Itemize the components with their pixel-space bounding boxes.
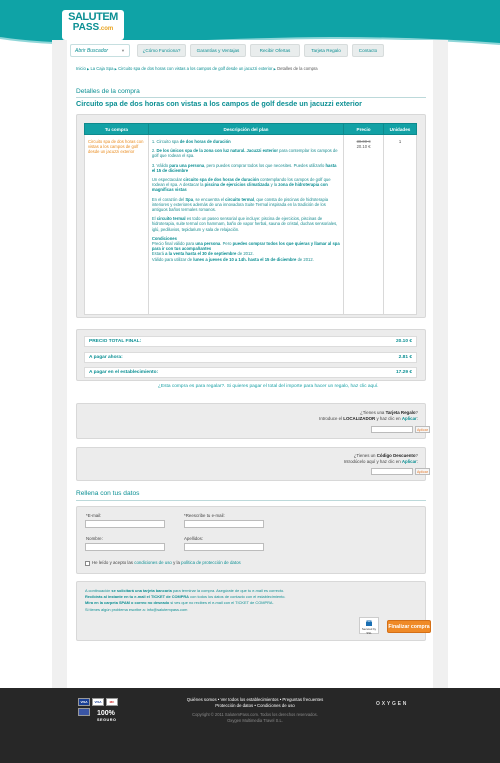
desc-bold: zona de hidroterapia con magníficas vistas <box>151 182 328 193</box>
secure-badge <box>97 710 116 724</box>
gift-card-text: ¿Tienes una Tarjeta Regalo? Introduce el LOCALIZADOR y haz clic en Aplicar: <box>319 410 418 421</box>
discount-q: ¿Tienes un <box>353 453 376 458</box>
pay-now-label: A pagar ahora: <box>89 355 123 360</box>
gift-link[interactable]: ¿Esta compra es para regalar?. Si quieres pagar el total del importe para hacer un regalo, haz clic aquí. <box>158 384 379 389</box>
privacy-link[interactable]: política de protección de datos <box>181 560 241 565</box>
plan-title: Circuito spa de dos horas con vistas a los campos de golf desde un jacuzzi exterior <box>76 99 362 108</box>
conditions-heading: Condiciones <box>151 235 177 241</box>
desc-bold: a la venta hasta el 30 de septiembre <box>165 251 237 257</box>
plan-table <box>84 123 417 315</box>
email-field[interactable] <box>85 520 165 528</box>
section-title: Detalles de la compra <box>76 88 140 95</box>
desc-text: , que consta de piscinas de hidroterapia interiores y exteriores además de una innovadora Suite Termal inspirada en la tradición de los antiguos baños termales romanos. <box>151 196 329 213</box>
pay-later-value: 17.29 € <box>395 370 412 375</box>
footer-copy-2: Oxygen Multimedia Travel S.L. <box>227 717 283 723</box>
desc-bold: Spa <box>185 196 194 202</box>
info-bold: Recibirás al instante en tu e-mail el TICKET de COMPRA <box>85 594 189 600</box>
logo-pass: PASS <box>72 22 100 33</box>
desc-text: y la <box>270 182 278 188</box>
breadcrumb-category[interactable]: La Caja Spa <box>90 66 114 71</box>
desc-p1 <box>152 139 340 144</box>
footer-links[interactable] <box>140 697 370 709</box>
desc-text: es todo un paseo sensorial que incluye: piscina de ejercicios, piscinas de hidroterapia, suite termal con hammam, baño de vapor herbal, sauna de cristal, duchas sensoriales, iglú, pediluvios, tepidarium y sala de relajación. <box>151 216 338 232</box>
gift-card-q: ¿Tienes una <box>360 410 385 415</box>
discount-text: ¿Tienes un Código Descuento? Introdúcelo aquí y haz clic en Aplicar: <box>343 453 418 464</box>
purchase-cell: Circuito spa de dos horas con vistas a los campos de golf desde un jacuzzi exterior <box>85 135 149 315</box>
price-old: 30.00 € <box>356 139 371 144</box>
mastercard-icon: MC <box>106 698 118 706</box>
total-value: 20.10 € <box>395 339 412 344</box>
visa-card-icon: VISA <box>78 698 90 706</box>
desc-bold: para una persona <box>169 162 205 168</box>
desc-bold: piscina de ejercicios climatizada <box>204 182 270 188</box>
desc-bold: de dos horas de duración <box>179 139 231 144</box>
desc-text: de 2012. <box>297 256 314 262</box>
page-shadow-right <box>433 40 448 688</box>
desc-text: contemplando los campos de golf que rodean el spa. A destacar la <box>151 177 331 188</box>
ssl-badge <box>359 617 379 634</box>
nav-contacto[interactable]: Contacto <box>352 44 384 57</box>
desc-text: El <box>151 216 156 222</box>
desc-p4 <box>152 177 340 193</box>
info-bold: se solicitará una tarjeta bancaria <box>111 588 172 593</box>
footer-links-1[interactable]: Quiénes somos • Ver todos los establecimientos • Preguntas frecuentes <box>186 697 324 702</box>
email-confirm-label: *Reescribe tu e-mail: <box>184 513 225 518</box>
desc-text: Un espectacular <box>151 177 183 183</box>
desc-text: Estará <box>151 251 164 257</box>
gift-card-apply-button[interactable]: Aplicar <box>417 428 428 432</box>
discount-q-bold: Código Descuento <box>376 453 416 458</box>
divider <box>76 500 426 501</box>
desc-bold: circuito spa de dos horas de duración <box>183 177 259 183</box>
search-toggle-label: Abrir Buscador <box>75 48 109 54</box>
finish-purchase-button[interactable]: Finalizar compra <box>387 620 431 633</box>
col-header-tu-compra: Tu compra <box>85 124 149 135</box>
footer-copyright <box>140 712 370 723</box>
footer-copy-1: Copyright © 2011 SalutemPass.com. Todos los derechos reservados. <box>192 712 318 717</box>
site-logo[interactable] <box>62 10 124 40</box>
ssl-badge-label: Secured by SSL <box>361 627 377 635</box>
footer-links-2[interactable]: Protección de datos • Condiciones de uso <box>215 702 295 708</box>
email-label: *E-mail: <box>86 513 102 518</box>
discount-i: Introdúcelo aquí y haz clic en <box>343 459 401 464</box>
surname-field[interactable] <box>184 543 264 551</box>
name-field[interactable] <box>85 543 165 551</box>
email-confirm-field[interactable] <box>184 520 264 528</box>
secure-pct: 100% <box>97 710 115 717</box>
desc-bold: una persona <box>195 241 221 247</box>
divider <box>76 97 426 98</box>
desc-p2 <box>152 148 340 158</box>
logo-suffix: .com <box>99 26 114 32</box>
desc-text: , se encuentra el <box>193 196 224 202</box>
desc-text: para contemplar los campos de golf que rodean el spa. <box>151 148 338 159</box>
surname-label: Apellidos: <box>184 536 204 541</box>
desc-p3 <box>152 163 340 173</box>
description-cell <box>148 135 343 315</box>
desc-text: . Pero <box>220 241 232 247</box>
gift-card-i-bold: LOCALIZADOR <box>343 416 376 421</box>
col-header-precio: Precio <box>344 124 384 135</box>
breadcrumb-sep: ▶ <box>273 67 276 71</box>
terms-text <box>92 560 241 565</box>
breadcrumb-current: Detalles de la compra <box>277 66 318 71</box>
desc-p6 <box>152 216 340 232</box>
price-new: 20.10 € <box>356 144 371 150</box>
info-text: con todos los datos de contacto con el establecimiento. <box>190 594 286 600</box>
oxygen-logo[interactable]: OXYGEN <box>376 701 409 707</box>
desc-bold: circuito termal <box>156 216 186 222</box>
col-header-descripcion: Descripción del plan <box>148 124 343 135</box>
breadcrumb-sep: ▶ <box>114 67 117 71</box>
col-header-unidades: Unidades <box>384 124 417 135</box>
nav-recibir-ofertas[interactable]: Recibir Ofertas <box>250 44 300 57</box>
pay-now-value: 2.81 € <box>398 355 412 360</box>
gift-card-q-bold: Tarjeta Regalo <box>385 410 416 415</box>
lock-icon <box>362 620 376 626</box>
breadcrumb-sep: ▶ <box>86 67 90 71</box>
discount-i-apply: Aplicar <box>401 459 417 464</box>
desc-bold: hasta el 15 de diciembre <box>151 162 337 173</box>
price-cell <box>344 135 384 315</box>
gift-card-i2: y haz clic en <box>376 416 401 421</box>
desc-text: , pero puedes comprar todos los que necesites. Puedes utilizarlo <box>204 162 325 168</box>
logo-line2 <box>62 23 124 34</box>
desc-bold: Jacuzzi exterior <box>246 148 278 154</box>
chevron-down-icon: ▼ <box>121 48 125 53</box>
desc-bold: De los únicos spa de la zona con luz natural. <box>156 148 246 154</box>
terms-text-c: y la <box>173 560 180 565</box>
page-shadow-left <box>52 40 67 688</box>
desc-text: de 2012. <box>237 251 254 257</box>
discount-apply-button[interactable]: Aplicar <box>417 470 428 474</box>
total-label: PRECIO TOTAL FINAL: <box>89 339 142 344</box>
desc-text: 2. <box>151 148 156 154</box>
info-text: si ves que no recibes el e-mail con el TICKET de COMPRA. <box>170 600 274 606</box>
units-cell: 1 <box>384 135 417 315</box>
info-text: para terminar la compra. Asegúrate de que tu e-mail es correcto. <box>172 588 285 593</box>
card-icon <box>78 708 90 716</box>
form-title: Rellena con tus datos <box>76 490 140 497</box>
secure-label: SEGURO <box>97 718 117 722</box>
breadcrumb-home[interactable]: Inicio <box>76 66 86 71</box>
nav-tarjeta-regalo[interactable]: Tarjeta Regalo <box>304 44 348 57</box>
checkout-info <box>85 588 355 613</box>
logo-line1: SALUTEM <box>68 11 118 23</box>
desc-text: 3. Válido <box>151 162 169 168</box>
nav-garantias[interactable]: Garantías y Ventajas <box>190 44 246 57</box>
terms-checkbox[interactable] <box>85 561 90 566</box>
breadcrumb-plan[interactable]: Circuito spa de dos horas con vistas a los campos de golf desde un jacuzzi exterior <box>118 66 273 71</box>
search-toggle-button[interactable] <box>70 44 130 57</box>
desc-text: Precio final válido para <box>151 241 195 247</box>
desc-text: En el corazón del <box>151 196 185 202</box>
info-text: A continuación <box>85 588 111 593</box>
desc-bold: puedes comprar todos los que quieras y llamar al spa para ir con tus acompañantes <box>151 241 340 252</box>
support-email[interactable]: Si tienes algún problema escribe a: info@salutempass.com <box>85 606 188 612</box>
name-label: Nombre: <box>86 536 103 541</box>
discount-input[interactable] <box>371 468 413 475</box>
visa-electron-icon: VISA <box>92 698 104 706</box>
gift-card-i: Introduce el <box>319 416 343 421</box>
pay-later-label: A pagar en el establecimiento: <box>89 370 159 375</box>
breadcrumb <box>76 66 426 71</box>
nav-como-funciona[interactable]: ¿Cómo Funciona? <box>137 44 186 57</box>
desc-text: Válido para utilizar de <box>151 256 193 262</box>
total-row <box>84 336 417 347</box>
gift-card-input[interactable] <box>371 426 413 433</box>
pay-later-row <box>84 367 417 378</box>
desc-bold: circuito termal <box>225 196 255 202</box>
terms-text-a: He leído y acepto las <box>92 560 134 565</box>
desc-conditions <box>152 236 340 262</box>
terms-link[interactable]: condiciones de uso <box>134 560 172 565</box>
pay-now-row <box>84 352 417 363</box>
gift-card-i-apply: Aplicar <box>401 416 417 421</box>
desc-p5 <box>152 197 340 213</box>
desc-text: 1. Circuito spa <box>151 139 179 144</box>
info-bold: Mira en la carpeta SPAM o correo no deseado <box>85 600 170 606</box>
discount-q-end: ? <box>415 453 418 458</box>
desc-bold: lunes a jueves de 10 a 14h. hasta el 15 de diciembre <box>193 256 297 262</box>
gift-card-q-end: ? <box>415 410 418 415</box>
